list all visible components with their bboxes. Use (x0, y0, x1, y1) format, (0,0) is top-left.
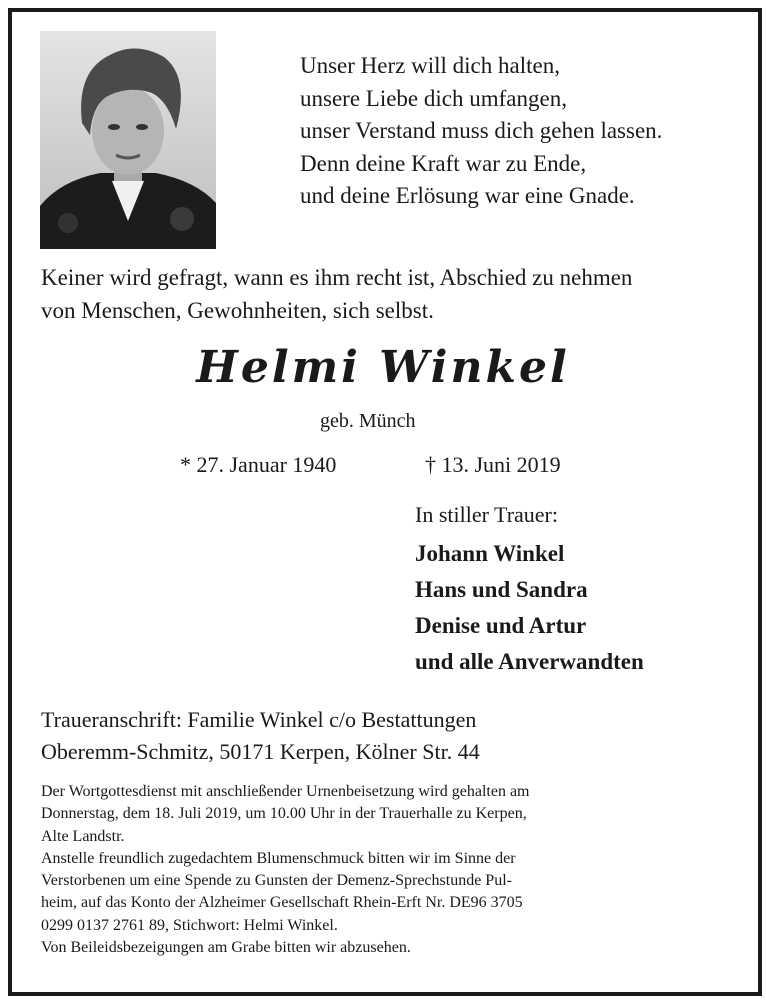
mourner-name: Hans und Sandra (415, 577, 588, 602)
notice-line: 0299 0137 2761 89, Stichwort: Helmi Winkel. (41, 916, 338, 934)
poem-line: und deine Erlösung war eine Gnade. (300, 183, 635, 208)
intro-line: von Menschen, Gewohnheiten, sich selbst. (41, 298, 434, 323)
service-notice (41, 781, 721, 959)
intro-text (41, 261, 632, 327)
mourner-name: Johann Winkel (415, 541, 565, 566)
portrait-photo (40, 31, 216, 249)
notice-line: heim, auf das Konto der Alzheimer Gesellschaft Rhein-Erft Nr. DE96 3705 (41, 894, 523, 912)
notice-line: Donnerstag, dem 18. Juli 2019, um 10.00 Uhr in der Trauerhalle zu Kerpen, (41, 805, 527, 823)
notice-line: Anstelle freundlich zugedachtem Blumenschmuck bitten wir im Sinne der (41, 849, 516, 867)
notice-line: Verstorbenen um eine Spende zu Gunsten der Demenz-Sprechstunde Pul- (41, 872, 512, 890)
deceased-name: Helmi Winkel (196, 342, 570, 393)
mourner-name: und alle Anverwandten (415, 649, 644, 674)
poem-line: unser Verstand muss dich gehen lassen. (300, 118, 663, 143)
maiden-name: geb. Münch (320, 410, 416, 432)
notice-line: Alte Landstr. (41, 827, 125, 845)
mourner-name: Denise und Artur (415, 613, 587, 638)
address-line: Traueranschrift: Familie Winkel c/o Bestattungen (41, 707, 477, 732)
poem (300, 50, 662, 213)
address-line: Oberemm-Schmitz, 50171 Kerpen, Kölner Str. 44 (41, 739, 480, 764)
death-date: † 13. Juni 2019 (425, 452, 561, 477)
mourning-address (41, 704, 480, 768)
notice-line: Der Wortgottesdienst mit anschließender Urnenbeisetzung wird gehalten am (41, 783, 530, 800)
poem-line: Unser Herz will dich halten, (300, 53, 560, 78)
portrait-image (40, 31, 216, 249)
mourning-label: In stiller Trauer: (415, 502, 558, 527)
intro-line: Keiner wird gefragt, wann es ihm recht ist, Abschied zu nehmen (41, 265, 633, 290)
poem-line: unsere Liebe dich umfangen, (300, 85, 567, 111)
poem-line: Denn deine Kraft war zu Ende, (300, 150, 587, 176)
notice-line: Von Beileidsbezeigungen am Grabe bitten wir abzusehen. (41, 939, 411, 957)
mourner-list (415, 536, 644, 680)
birth-date: * 27. Januar 1940 (180, 452, 337, 477)
